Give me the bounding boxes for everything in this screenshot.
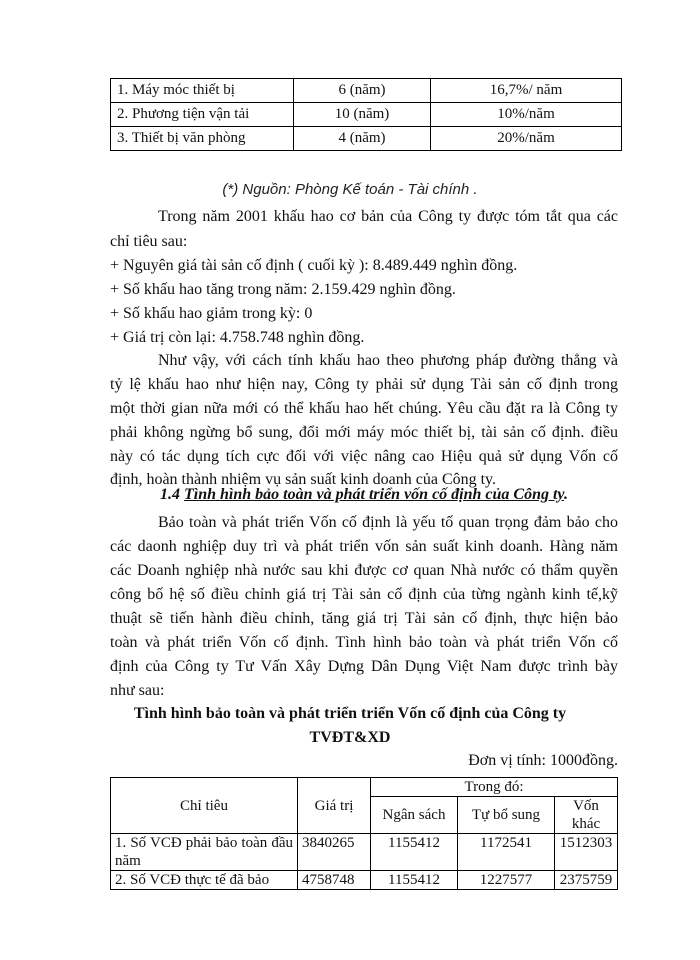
paragraph-line: này có tác dụng tích cực đối với việc nâng cao Hiệu quả sử dụng Vốn cố — [110, 448, 618, 465]
paragraph-line: các Doanh nghiệp nhà nước sau khi được cơ quan Nhà nước có thẩm quyền — [110, 562, 618, 579]
paragraph-line: toàn và phát triển Vốn cố định. Tình hình bảo toàn và phát triển Vốn cố — [110, 634, 618, 651]
table-row — [111, 834, 618, 871]
paragraph-line: Bảo toàn và phát triển Vốn cố định là yếu tố quan trọng đảm bảo cho — [158, 514, 618, 531]
rate-cell: 20%/năm — [431, 127, 622, 151]
header-self: Tự bổ sung — [458, 797, 555, 834]
table-title: Tình hình bảo toàn và phát triển triển Vốn cố định của Công ty — [133, 705, 567, 722]
paragraph-line: thuật sẽ tiến hành điều chỉnh, tăng giá trị Tài sản cố định, thực hiện bảo — [110, 610, 618, 627]
table-row — [111, 871, 618, 890]
section-heading — [160, 486, 568, 504]
budget-cell: 1155412 — [371, 871, 458, 890]
asset-cell: 2. Phương tiện vận tải — [111, 103, 294, 127]
header-budget: Ngân sách — [371, 797, 458, 834]
indicator-cell: 2. Số VCĐ thực tế đã bảo — [111, 871, 298, 890]
self-cell: 1227577 — [458, 871, 555, 890]
section-period: . — [563, 486, 568, 503]
summary-item: + Nguyên giá tài sản cố định ( cuối kỳ ): 8.489.449 nghìn đồng. — [110, 257, 518, 274]
paragraph-line: định của Công ty Tư Vấn Xây Dựng Dân Dụng Việt Nam được trình bày — [110, 658, 618, 675]
unit-label: Đơn vị tính: 1000đồng. — [468, 752, 618, 769]
life-cell: 4 (năm) — [294, 127, 431, 151]
paragraph-line: công bố hệ số điều chỉnh giá trị Tài sản cố định của từng ngành kinh tế,kỹ — [110, 586, 618, 603]
summary-item: + Số khấu hao giảm trong kỳ: 0 — [110, 305, 313, 322]
header-of-which: Trong đó: — [371, 778, 618, 797]
summary-item: + Số khấu hao tăng trong năm: 2.159.429 nghìn đồng. — [110, 281, 456, 298]
table-row — [111, 103, 622, 127]
summary-item: + Giá trị còn lại: 4.758.748 nghìn đồng. — [110, 329, 365, 346]
paragraph-line: phải không ngừng bổ sung, đổi mới máy móc thiết bị, tài sản cố định. điều — [110, 424, 618, 441]
budget-cell: 1155412 — [371, 834, 458, 871]
section-number: 1.4 — [160, 486, 184, 503]
paragraph-line: các daonh nghiệp duy trì và phát triển vốn sản suất kinh doanh. Hàng năm — [110, 538, 618, 555]
indicator-cell: 1. Số VCĐ phải bảo toàn đầu năm — [111, 834, 298, 871]
paragraph-line: Như vậy, với cách tính khấu hao theo phương pháp đường thẳng và — [158, 352, 618, 369]
paragraph-line: định, hoàn thành nhiệm vụ sản suất kinh doanh của Công ty. — [110, 471, 497, 488]
section-title: Tình hình bảo toàn và phát triển vốn cố định của Công ty — [184, 486, 564, 503]
other-cell: 2375759 — [555, 871, 618, 890]
table-row — [111, 127, 622, 151]
life-cell: 6 (năm) — [294, 79, 431, 103]
table-header-row — [111, 778, 618, 797]
paragraph-line: tỷ lệ khấu hao như hiện nay, Công ty phải sử dụng Tài sản cố định trong — [110, 376, 618, 393]
paragraph-line: một thời gian nữa mới có thể khấu hao hết chúng. Yêu cầu đặt ra là Công ty — [110, 400, 618, 417]
asset-cell: 3. Thiết bị văn phòng — [111, 127, 294, 151]
life-cell: 10 (năm) — [294, 103, 431, 127]
summary-intro: Trong năm 2001 khấu hao cơ bản của Công ty được tóm tắt qua các — [158, 208, 618, 225]
depreciation-rate-table — [110, 78, 622, 151]
table-row — [111, 79, 622, 103]
value-cell: 4758748 — [298, 871, 371, 890]
header-value: Giá trị — [298, 778, 371, 834]
asset-cell: 1. Máy móc thiết bị — [111, 79, 294, 103]
paragraph-line: như sau: — [110, 682, 165, 699]
other-cell: 1512303 — [555, 834, 618, 871]
header-other: Vốn khác — [555, 797, 618, 834]
summary-intro-cont: chỉ tiêu sau: — [110, 233, 188, 250]
header-indicator: Chỉ tiêu — [111, 778, 298, 834]
source-note: (*) Nguồn: Phòng Kế toán - Tài chính . — [222, 181, 478, 198]
table-title-cont: TVĐT&XD — [309, 729, 391, 746]
self-cell: 1172541 — [458, 834, 555, 871]
capital-table — [110, 777, 618, 890]
rate-cell: 10%/năm — [431, 103, 622, 127]
rate-cell: 16,7%/ năm — [431, 79, 622, 103]
value-cell: 3840265 — [298, 834, 371, 871]
